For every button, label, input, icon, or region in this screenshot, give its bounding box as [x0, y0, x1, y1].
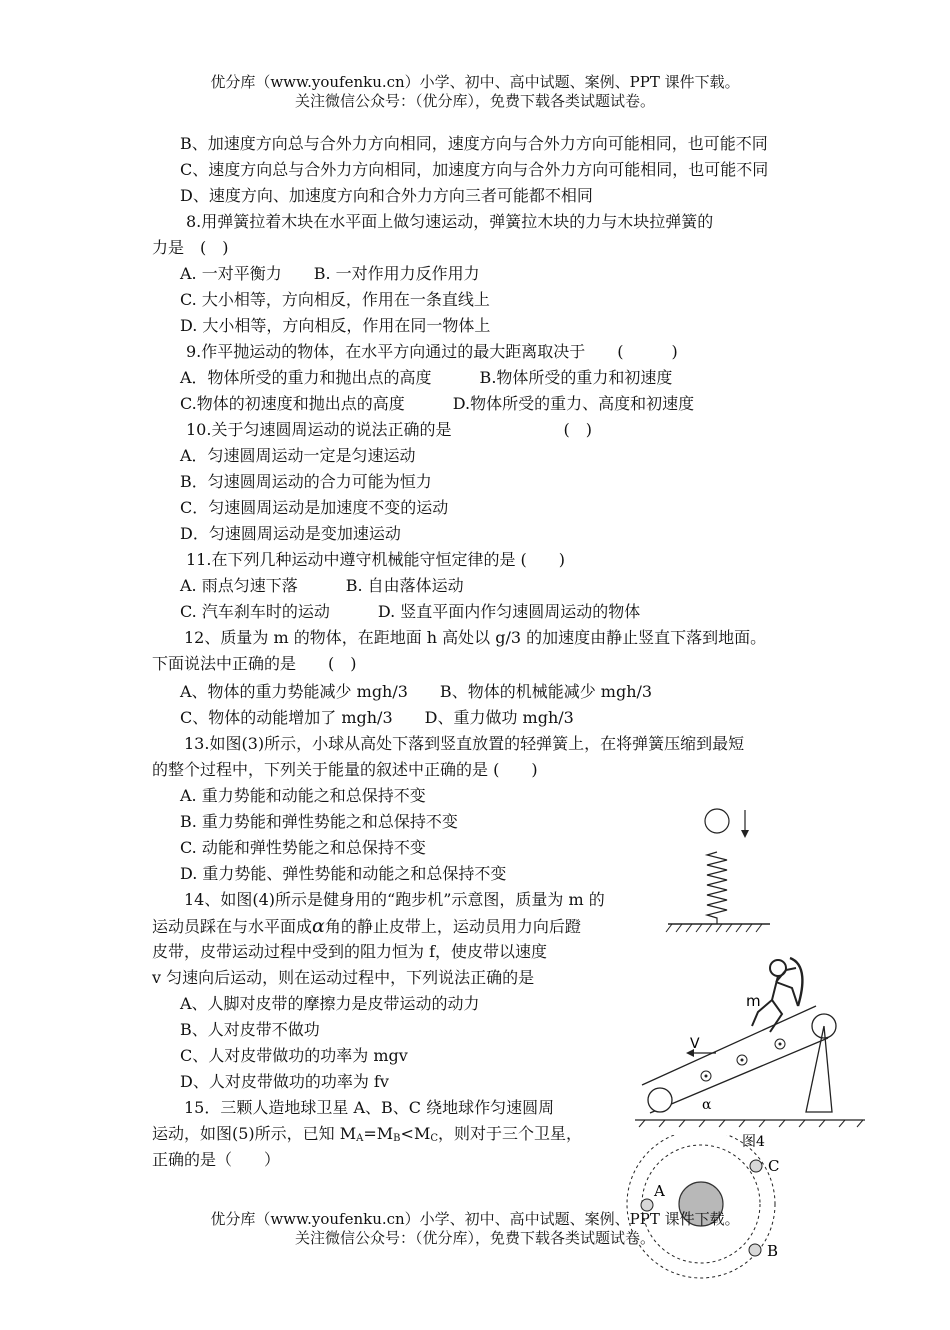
floor-hatch	[639, 1120, 863, 1127]
q15-stem-2	[152, 1124, 582, 1149]
q13-stem-2: 的整个过程中，下列关于能量的叙述中正确的是 ( )	[152, 760, 538, 779]
header-line-2: 关注微信公众号：（优分库），免费下载各类试题试卷。	[294, 92, 655, 110]
figure-ball-spring	[660, 800, 780, 940]
footer-line-2: 关注微信公众号：（优分库），免费下载各类试题试卷。	[294, 1229, 655, 1247]
q10-option-c: C．匀速圆周运动是加速度不变的运动	[180, 498, 449, 517]
q11-stem: 11.在下列几种运动中遵守机械能守恒定律的是 ( )	[186, 550, 566, 569]
alpha-symbol: α	[312, 915, 325, 937]
q14-stem-4: v 匀速向后运动，则在运动过程中，下列说法正确的是	[152, 968, 535, 987]
q7-option-d: D、速度方向、加速度方向和合外力方向三者可能都不相同	[180, 186, 593, 205]
sub-a: A	[356, 1133, 364, 1144]
q10-option-a: A．匀速圆周运动一定是匀速运动	[180, 446, 416, 465]
q11-options-ab: A. 雨点匀速下落 B. 自由落体运动	[180, 576, 464, 595]
sub-b: B	[393, 1133, 401, 1144]
q12-options-cd: C、物体的动能增加了 mgh/3 D、重力做功 mgh/3	[180, 708, 574, 727]
q10-option-d: D．匀速圆周运动是变加速运动	[180, 524, 401, 543]
q14-stem-2a: 运动员踩在与水平面成	[152, 917, 313, 936]
fall-arrowhead	[741, 830, 749, 838]
footer-line-1: 优分库（www.youfenku.cn）小学、初中、高中试题、案例、PPT 课件下载。	[210, 1210, 740, 1228]
q12-options-ab: A、物体的重力势能减少 mgh/3 B、物体的机械能减少 mgh/3	[180, 682, 653, 701]
spring	[707, 852, 727, 924]
q9-options-cd: C.物体的初速度和抛出点的高度 D.物体所受的重力、高度和初速度	[180, 394, 695, 413]
satellite-c-label: C	[768, 1157, 780, 1175]
q14-option-a: A、人脚对皮带的摩擦力是皮带运动的动力	[180, 994, 480, 1013]
q11-options-cd: C. 汽车刹车时的运动 D. 竖直平面内作匀速圆周运动的物体	[180, 602, 641, 621]
sub-c: C	[430, 1133, 438, 1144]
q15-stem-1: 15．三颗人造地球卫星 A、B、C 绕地球作匀速圆周	[184, 1098, 555, 1117]
q15-stem-3: 正确的是（ ）	[152, 1150, 281, 1169]
satellite-a-label: A	[654, 1182, 665, 1200]
q13-option-b: B. 重力势能和弹性势能之和总保持不变	[180, 812, 458, 831]
q14-option-c: C、人对皮带做功的功率为 mgv	[180, 1046, 408, 1065]
belt-bottom	[650, 1038, 828, 1113]
q8-stem-1: 8.用弹簧拉着木块在水平面上做匀速运动，弹簧拉木块的力与木块拉弹簧的	[186, 212, 714, 231]
q14-option-b: B、人对皮带不做功	[180, 1020, 320, 1039]
q9-options-ab: A．物体所受的重力和抛出点的高度 B.物体所受的重力和初速度	[180, 368, 673, 387]
q8-option-c: C. 大小相等，方向相反，作用在一条直线上	[180, 290, 490, 309]
satellite-b-label: B	[767, 1242, 779, 1260]
falling-ball	[705, 809, 729, 833]
q8-stem-2: 力是 ( )	[152, 238, 229, 257]
q13-stem-1: 13.如图(3)所示，小球从高处下落到竖直放置的轻弹簧上，在将弹簧压缩到最短	[184, 734, 745, 753]
q15-stem-2a: 运动，如图(5)所示，已知 M	[152, 1124, 357, 1143]
q15-eq: =M	[363, 1124, 394, 1143]
roller-lower	[648, 1088, 672, 1112]
mass-label: m	[746, 992, 761, 1010]
q7-option-c: C、速度方向总与合外力方向相同，加速度方向与合外力方向可能相同，也可能不同	[180, 160, 769, 179]
angle-label: α	[702, 1097, 712, 1113]
figure-treadmill	[620, 950, 880, 1160]
figure-4-label: 图4	[742, 1134, 765, 1150]
q15-stem-2b: ，则对于三个卫星，	[437, 1124, 582, 1143]
q8-options-ab: A. 一对平衡力 B. 一对作用力反作用力	[180, 264, 480, 283]
q10-stem: 10.关于匀速圆周运动的说法正确的是 ( )	[186, 420, 592, 439]
q14-stem-3: 皮带，皮带运动过程中受到的阻力恒为 f，使皮带以速度	[152, 942, 548, 961]
q7-option-b: B、加速度方向总与合外力方向相同，速度方向与合外力方向可能相同，也可能不同	[180, 134, 768, 153]
q14-option-d: D、人对皮带做功的功率为 fv	[180, 1072, 389, 1091]
velocity-label: V	[690, 1036, 700, 1052]
q14-stem-1: 14、如图(4)所示是健身用的“跑步机”示意图，质量为 m 的	[184, 890, 605, 909]
q13-option-c: C. 动能和弹性势能之和总保持不变	[180, 838, 426, 857]
q8-option-d: D. 大小相等，方向相反，作用在同一物体上	[180, 316, 491, 335]
q12-stem-2: 下面说法中正确的是 ( )	[152, 654, 357, 673]
q15-lt: <M	[400, 1124, 431, 1143]
q12-stem-1: 12、质量为 m 的物体，在距地面 h 高处以 g/3 的加速度由静止竖直下落到地面。	[184, 628, 767, 647]
q14-stem-2	[152, 916, 581, 937]
q14-stem-2b: 角的静止皮带上，运动员用力向后蹬	[324, 917, 581, 936]
q10-option-b: B．匀速圆周运动的合力可能为恒力	[180, 472, 432, 491]
belt-top	[642, 1006, 816, 1085]
q13-option-a: A. 重力势能和动能之和总保持不变	[180, 786, 426, 805]
satellite-c	[750, 1160, 762, 1172]
support-stand	[806, 1026, 832, 1112]
header-line-1: 优分库（www.youfenku.cn）小学、初中、高中试题、案例、PPT 课件下载。	[210, 73, 740, 91]
q9-stem: 9.作平抛运动的物体，在水平方向通过的最大距离取决于 ( )	[186, 342, 678, 361]
ground-hatch	[666, 924, 762, 932]
q13-option-d: D. 重力势能、弹性势能和动能之和总保持不变	[180, 864, 507, 883]
